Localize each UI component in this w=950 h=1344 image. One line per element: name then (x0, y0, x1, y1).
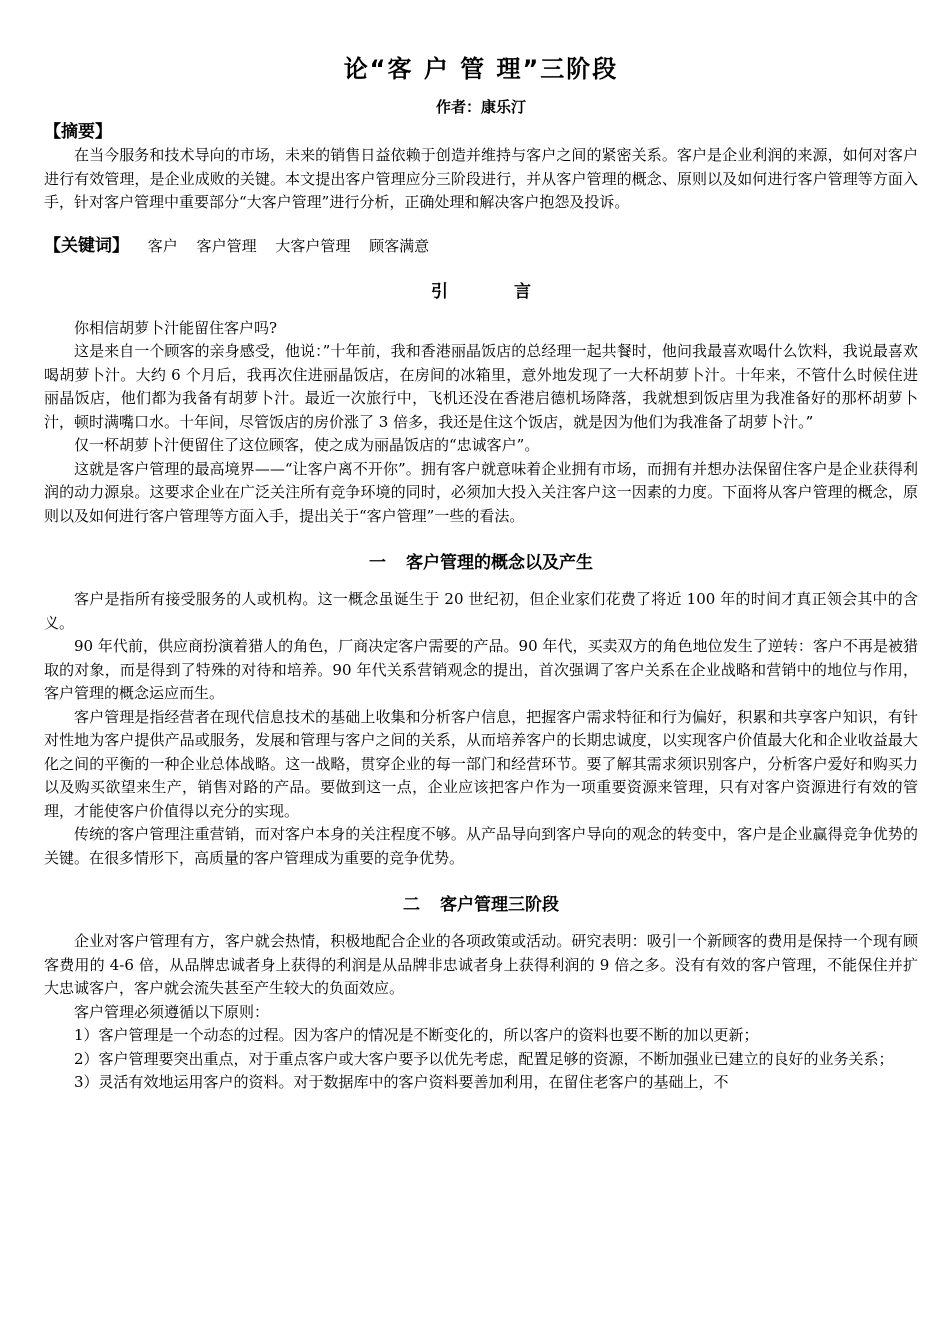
section1-heading (44, 550, 918, 576)
intro-paragraph: 这是来自一个顾客的亲身感受，他说：”十年前，我和香港丽晶饭店的总经理一起共餐时，他问我最喜欢喝什么饮料，我说最喜欢喝胡萝卜汁。大约 6 个月后，我再次住进丽晶饭店，在房间的冰箱里，意外地发现了一大杯胡萝卜汁。十年来，不管什么时候住进丽晶饭店，他们都为我备有胡萝卜汁。最近一次旅行中，飞机还没在香港启德机场降落，我就想到饭店里为我准备好的那杯胡萝卜汁，顿时满嘴口水。十年间，尽管饭店的房价涨了 3 倍多，我还是住这个饭店，就是因为他们为我准备了胡萝卜汁。” (44, 342, 918, 431)
principle-item: 3）灵活有效地运用客户的资料。对于数据库中的客户资料要善加利用，在留住老客户的基础上，不 (74, 1073, 729, 1091)
section2-paragraph: 客户管理必须遵循以下原则： (74, 1002, 270, 1021)
section1-number: 一 (369, 553, 386, 573)
abstract-label: 【摘要】 (44, 122, 112, 142)
keyword-item: 顾客满意 (369, 236, 430, 255)
principle-item: 2）客户管理要突出重点，对于重点客户或大客户要予以优先考虑，配置足够的资源，不断加强业已建立的良好的业务关系； (74, 1049, 894, 1068)
intro-paragraph: 这就是客户管理的最高境界——“让客户离不开你”。拥有客户就意味着企业拥有市场，而拥有并想办法保留住客户是企业获得利润的动力源泉。这要求企业在广泛关注所有竞争环境的同时，必须加大投入关注客户这一因素的力度。下面将从客户管理的概念，原则以及如何进行客户管理等方面入手，提出关于“客户管理”一些的看法。 (44, 459, 918, 525)
abstract-text: 在当今服务和技术导向的市场，未来的销售日益依赖于创造并维持与客户之间的紧密关系。客户是企业利润的来源，如何对客户进行有效管理，是企业成败的关键。本文提出客户管理应分三阶段进行，并从客户管理的概念、原则以及如何进行客户管理等方面入手，针对客户管理中重要部分“大客户管理”进行分析，正确处理和解决客户抱怨及投诉。 (44, 146, 918, 211)
intro-paragraph: 你相信胡萝卜汁能留住客户吗? (74, 318, 278, 337)
document-title: 论“客 户 管 理”三阶段 (343, 55, 619, 83)
section1-title: 客户管理的概念以及产生 (406, 553, 593, 573)
section1-paragraph: 90 年代前，供应商扮演着猎人的角色，厂商决定客户需要的产品。90 年代，买卖双方的角色地位发生了逆转：客户不再是被猎取的对象，而是得到了特殊的对待和培养。90 年代关系营销观念的提出，首次强调了客户关系在企业战略和营销中的地位与作用，客户管理的概念运应而生。 (44, 637, 918, 702)
section1-paragraph: 客户管理是指经营者在现代信息技术的基础上收集和分析客户信息，把握客户需求特征和行为偏好，积累和共享客户知识，有针对性地为客户提供产品或服务，发展和管理与客户之间的关系，从而培养客户的长期忠诚度，以实现客户价值最大化和企业收益最大化之间的平衡的一种企业总体战略。这一战略，贯穿企业的每一部门和经营环节。要了解其需求须识别客户，分析客户爱好和购买力以及购买欲望来生产，销售对路的产品。要做到这一点，企业应该把客户作为一项重要资源来管理，只有对客户资源进行有效的管理，才能使客户价值得以充分的实现。 (44, 707, 918, 820)
keyword-item: 客户 (147, 236, 178, 255)
intro-heading: 引言 (431, 281, 597, 302)
section1-paragraph: 客户是指所有接受服务的人或机构。这一概念虽诞生于 20 世纪初，但企业家们花费了将近 100 年的时间才真正领会其中的含义。 (44, 590, 918, 632)
intro-paragraph: 仅一杯胡萝卜汁便留住了这位顾客，使之成为丽晶饭店的“忠诚客户”。 (74, 436, 540, 454)
keyword-item: 大客户管理 (275, 236, 351, 255)
keywords-line (44, 233, 918, 259)
keywords-label: 【关键词】 (44, 235, 129, 256)
author-line: 作者：康乐汀 (435, 98, 526, 116)
section2-heading (44, 892, 918, 918)
principle-item: 1）客户管理是一个动态的过程。因为客户的情况是不断变化的，所以客户的资料也要不断的加以更新； (74, 1026, 759, 1044)
document-page (44, 52, 918, 1095)
section2-number: 二 (403, 895, 420, 915)
section2-paragraph: 企业对客户管理有方，客户就会热情，积极地配合企业的各项政策或活动。研究表明：吸引一个新顾客的费用是保持一个现有顾客费用的 4-6 倍，从品牌忠诚者身上获得的利润是从品牌非忠诚者身上获得利润的 9 倍之多。没有有效的客户管理，不能保住并扩大忠诚客户，客户就会流失甚至产生较大的负面效应。 (44, 932, 918, 997)
section2-title: 客户管理三阶段 (440, 895, 559, 915)
section1-paragraph: 传统的客户管理注重营销，而对客户本身的关注程度不够。从产品导向到客户导向的观念的转变中，客户是企业赢得竞争优势的关键。在很多情形下，高质量的客户管理成为重要的竞争优势。 (44, 825, 918, 867)
keyword-item: 客户管理 (196, 236, 257, 255)
